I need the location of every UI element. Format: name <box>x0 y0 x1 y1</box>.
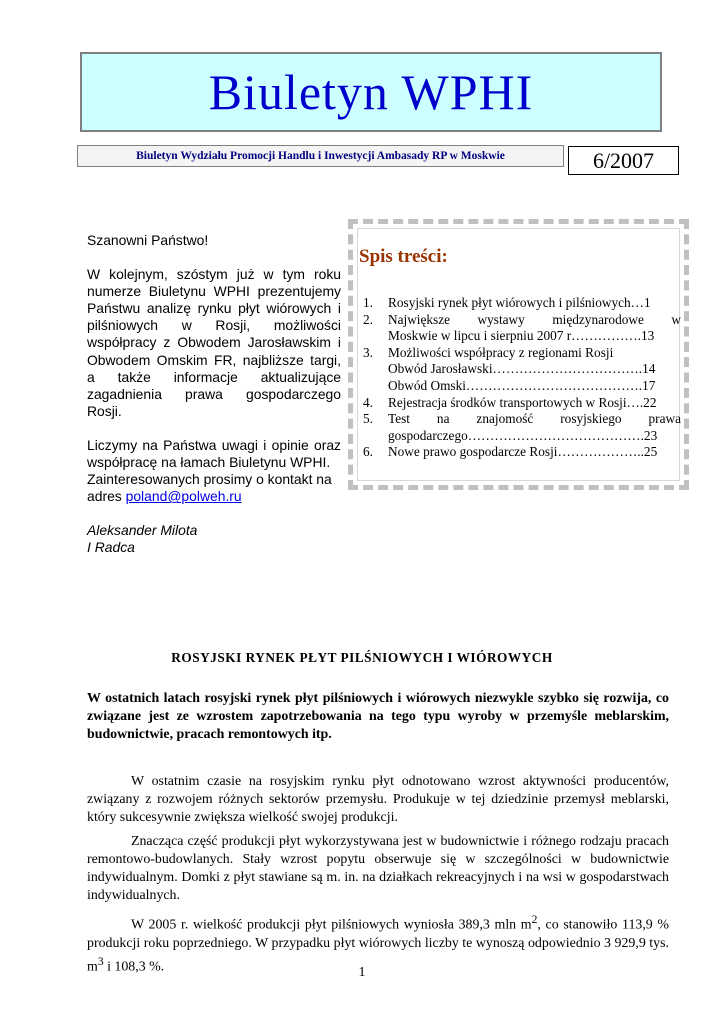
toc-subitem[interactable]: Obwód Omski………………………………….17 <box>388 377 656 393</box>
toc-item-text: Nowe prawo gospodarcze Rosji………………..25 <box>388 444 658 460</box>
toc-item-number: 5. <box>363 411 373 427</box>
toc-title: Spis treści: <box>359 246 448 267</box>
toc-item-text-cont: Moskwie w lipcu i sierpniu 2007 r…………….13 <box>388 328 655 344</box>
signature-name: Aleksander Milota <box>87 522 198 539</box>
toc-item-text: Największe wystawy międzynarodowe w <box>388 311 681 327</box>
toc-item-text-cont: gospodarczego………………………………….23 <box>388 427 658 443</box>
toc-item-text: Możliwości współpracy z regionami Rosji <box>388 344 614 360</box>
paragraph-text: W 2005 r. wielkość produkcji płyt pilśniowych wyniosła 389,3 mln m <box>131 917 532 933</box>
title-banner <box>80 52 662 132</box>
toc-subitem[interactable]: Obwód Jarosławski…………………………….14 <box>388 361 656 377</box>
issue-number: 6/2007 <box>568 146 679 175</box>
toc-item-text: Rosyjski rynek płyt wiórowych i pilśniowych…1 <box>388 295 651 310</box>
letter-contact-line <box>87 488 341 505</box>
toc-item-text: Test na znajomość rosyjskiego prawa <box>388 411 681 427</box>
letter-paragraph-1: W kolejnym, szóstym już w tym roku numerze Biuletynu WPHI prezentujemy Państwu analizę rynku płyt wiórowych i pilśniowych w Rosji, możliwości współpracy z Obwodem Jarosławskim i Obwodem Omskim FR, najbliższe targi, a także informacje aktualizujące zagadnienia prawa gospodarczego Rosji. <box>87 266 341 419</box>
editor-letter <box>87 232 341 557</box>
toc-item-number: 4. <box>363 394 373 410</box>
article-paragraph: Znacząca część produkcji płyt wykorzystywana jest w budownictwie i różnego rodzaju pracach remontowo-budowlanych. Stały wzrost popytu obserwuje się w szczególności w budownictwie indywidualnym. Domki z płyt stawiane są m. in. na działkach rekreacyjnych i na wsi w gospodarstwach indywidualnych. <box>87 834 669 903</box>
toc-item[interactable] <box>363 312 681 345</box>
letter-contact-intro: Zainteresowanych prosimy o kontakt na <box>87 471 332 488</box>
toc-item-number: 2. <box>363 311 373 327</box>
toc-item[interactable] <box>363 411 681 444</box>
toc-item[interactable] <box>363 444 681 461</box>
article-title: ROSYJSKI RYNEK PŁYT PILŚNIOWYCH I WIÓROWYCH <box>171 650 553 665</box>
article-body <box>87 773 669 982</box>
letter-paragraph-2: Liczymy na Państwa uwagi i opinie oraz współpracę na łamach Biuletynu WPHI. <box>87 436 341 471</box>
subtitle-bar: Biuletyn Wydziału Promocji Handlu i Inwestycji Ambasady RP w Moskwie <box>77 145 564 167</box>
superscript: 2 <box>531 913 538 926</box>
article-lead: W ostatnich latach rosyjski rynek płyt pilśniowych i wiórowych niezwykle szybko się rozwija, co związane jest ze wzrostem zapotrzebowania na tego typu wyroby w przemyśle meblarskim, budownictwie, pracach remontowych itp. <box>87 691 669 742</box>
email-link[interactable]: poland@polweh.ru <box>125 488 242 505</box>
toc-item-number: 1. <box>363 295 373 310</box>
signature-title: I Radca <box>87 539 135 556</box>
paragraph-text: i 108,3 %. <box>103 959 165 975</box>
bulletin-title: Biuletyn WPHI <box>208 64 534 120</box>
toc-item-text: Rejestracja środków transportowych w Rosji….22 <box>388 394 657 410</box>
toc-item[interactable] <box>363 345 681 362</box>
toc-list <box>363 295 681 461</box>
toc-item[interactable] <box>363 395 681 412</box>
paragraph-text: , co stanowiło 113,9 % produkcji roku poprzedniego. W przypadku płyt wiórowych liczby te wynoszą odpowiednio 3 929,9 tys. m <box>87 917 669 975</box>
letter-greeting: Szanowni Państwo! <box>87 232 209 248</box>
toc-item-number: 3. <box>363 344 373 360</box>
article-paragraph: W ostatnim czasie na rosyjskim rynku płyt odnotowano wzrost aktywności producentów, związany z rozwojem różnych sektorów przemysłu. Produkuje w tej dziedzinie przemysł meblarski, który sukcesywnie zwiększa wielkość swojej produkcji. <box>87 774 669 825</box>
contact-prefix: adres <box>87 488 126 505</box>
page-number: 1 <box>358 965 366 980</box>
toc-item-number: 6. <box>363 444 373 460</box>
superscript: 3 <box>97 954 104 968</box>
toc-item[interactable] <box>363 295 681 312</box>
